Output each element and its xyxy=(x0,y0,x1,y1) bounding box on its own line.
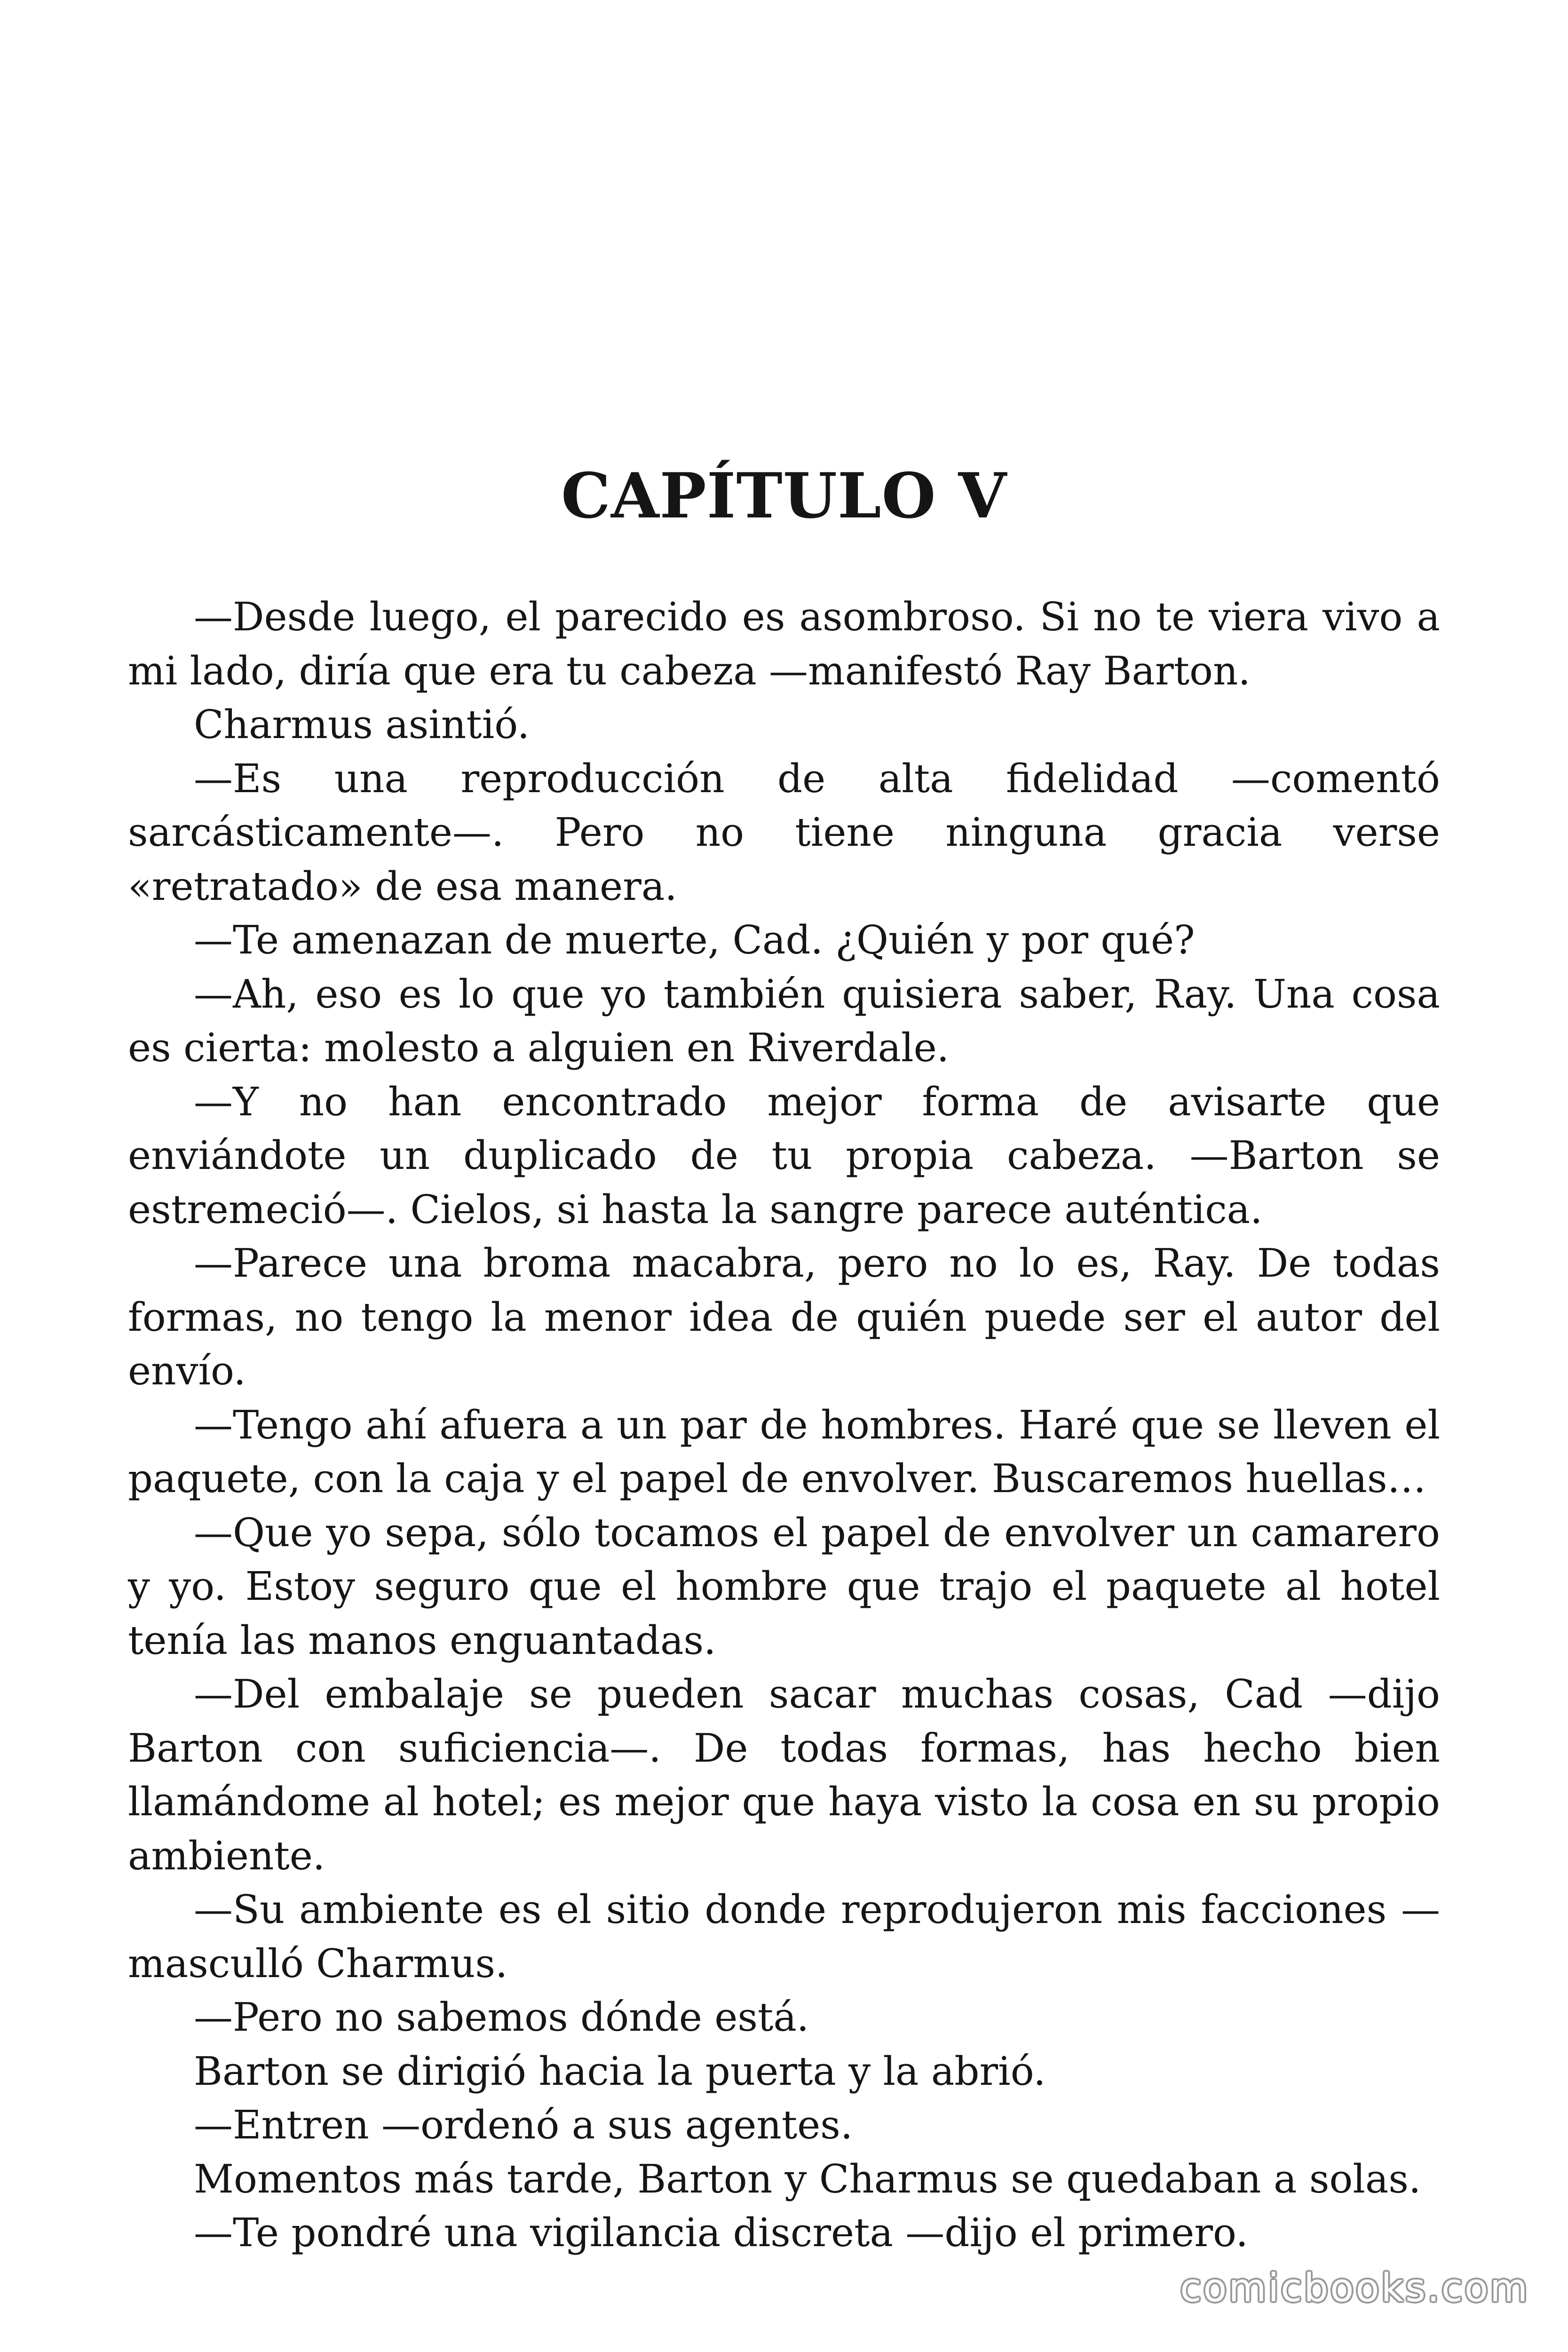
chapter-title: CAPÍTULO V xyxy=(561,460,1007,532)
paragraph: —Tengo ahí afuera a un par de hombres. Haré que se lleven el paquete, con la caja y el papel de envolver. Buscaremos huellas… xyxy=(128,1402,1440,1502)
paragraph: —Su ambiente es el sitio donde reprodujeron mis facciones — masculló Charmus. xyxy=(128,1887,1440,1986)
chapter-body xyxy=(128,590,1440,2260)
paragraph: —Es una reproducción de alta fidelidad —comentó sarcásticamente—. Pero no tiene ninguna gracia verse «retratado» de esa manera. xyxy=(128,755,1440,909)
paragraph: —Parece una broma macabra, pero no lo es, Ray. De todas formas, no tengo la menor idea de quién puede ser el autor del envío. xyxy=(128,1240,1440,1394)
paragraph: —Entren —ordenó a sus agentes. xyxy=(194,2102,853,2148)
paragraph: Momentos más tarde, Barton y Charmus se quedaban a solas. xyxy=(194,2156,1421,2202)
paragraph: Barton se dirigió hacia la puerta y la abrió. xyxy=(194,2048,1046,2094)
watermark: comicbooks.com xyxy=(1180,2266,1529,2311)
paragraph: —Y no han encontrado mejor forma de avisarte que enviándote un duplicado de tu propia cabeza. —Barton se estremeció—. Cielos, si hasta la sangre parece auténtica. xyxy=(128,1079,1440,1232)
paragraph: —Pero no sabemos dónde está. xyxy=(194,1994,809,2040)
paragraph: —Ah, eso es lo que yo también quisiera saber, Ray. Una cosa es cierta: molesto a alguien en Riverdale. xyxy=(128,971,1440,1071)
paragraph: —Del embalaje se pueden sacar muchas cosas, Cad —dijo Barton con suficiencia—. De todas formas, has hecho bien llamándome al hotel; es mejor que haya visto la cosa en su propio ambiente. xyxy=(128,1671,1440,1879)
paragraph: —Te pondré una vigilancia discreta —dijo el primero. xyxy=(194,2210,1248,2256)
paragraph: —Desde luego, el parecido es asombroso. Si no te viera vivo a mi lado, diría que era tu cabeza —manifestó Ray Barton. xyxy=(128,594,1440,694)
paragraph: Charmus asintió. xyxy=(194,702,530,747)
paragraph: —Te amenazan de muerte, Cad. ¿Quién y por qué? xyxy=(194,917,1195,963)
paragraph: —Que yo sepa, sólo tocamos el papel de envolver un camarero y yo. Estoy seguro que el hombre que trajo el paquete al hotel tenía las manos enguantadas. xyxy=(128,1510,1440,1663)
